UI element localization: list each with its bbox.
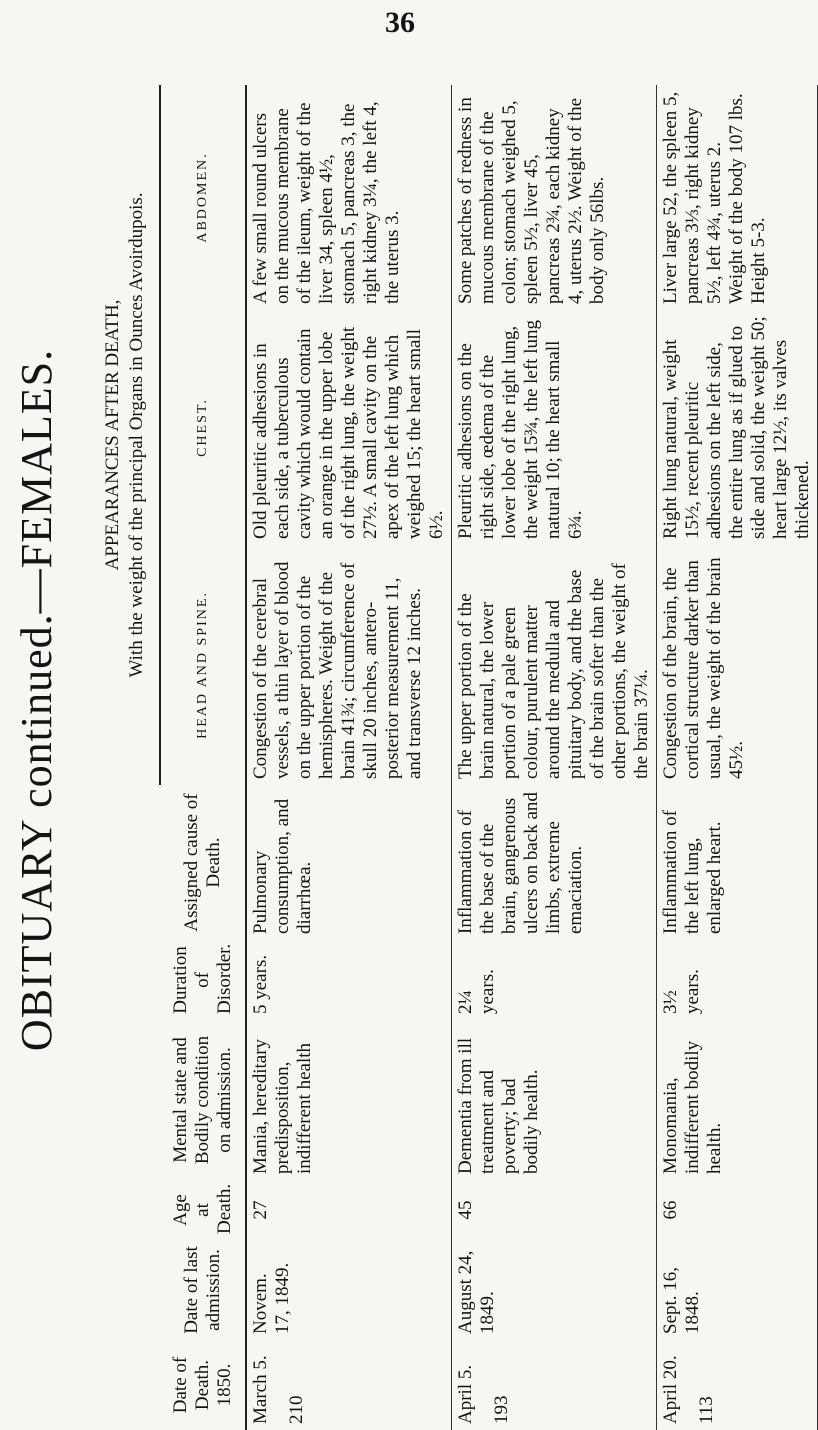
admission-cell: Sept. 16, 1848. — [657, 1240, 818, 1340]
column-header-abdomen: ABDOMEN. — [160, 85, 246, 310]
cause-cell: Inflammation of the base of the brain, gangrenous ulcers on back and limbs, extreme emaciation. — [452, 785, 657, 940]
date-of-death-cell — [452, 1340, 657, 1430]
table-row — [657, 85, 818, 1430]
column-header-age: Age at Death. — [160, 1180, 246, 1240]
case-number: 113 — [696, 1396, 717, 1424]
head-spine-cell: Congestion of the brain, the cortical structure darker than usual, the weight of the brain 45½. — [657, 545, 818, 785]
column-header-chest: CHEST. — [160, 310, 246, 545]
column-header-duration: Duration of Disorder. — [160, 940, 246, 1020]
mental-state-cell: Dementia from ill treatment and poverty; bad bodily health. — [452, 1020, 657, 1180]
chest-cell: Right lung natural, weight 15½, recent pleuritic adhesions on the left side, the entire lung as if glued to side and solid, the weight 50; heart large 12½, its valves thickened. — [657, 310, 818, 545]
column-header-mental-state: Mental state and Bodily condition on admission. — [160, 1020, 246, 1180]
age-cell: 66 — [657, 1180, 818, 1240]
date-of-death: April 5. — [455, 1364, 476, 1424]
column-header-row — [160, 85, 246, 1430]
date-of-death-cell — [657, 1340, 818, 1430]
mental-state-cell: Monomania, indifferent bodily health. — [657, 1020, 818, 1180]
chest-cell: Pleuritic adhesions on the right side, œdema of the lower lobe of the right lung, the weight 15¾, the left lung natural 10; the heart small 6¾. — [452, 310, 657, 545]
column-header-cause: Assigned cause of Death. — [160, 785, 246, 940]
table-row — [452, 85, 657, 1430]
admission-cell: August 24, 1849. — [452, 1240, 657, 1340]
obituary-table — [95, 85, 818, 1430]
duration-cell: 5 years. — [246, 940, 452, 1020]
head-spine-cell: Congestion of the cerebral vessels, a thin layer of blood on the upper portion of the hemispheres. Weight of the brain 41¾; circumference of skull 20 inches, antero-posterior measurement 11, and transverse 12 inches. — [246, 545, 452, 785]
super-header-row — [95, 85, 160, 1430]
head-spine-cell: The upper portion of the brain natural, the lower portion of a pale green colour, purulent matter around the medulla and pituitary body, and the base of the brain softer than the other portions, the weight of the brain 37¼. — [452, 545, 657, 785]
super-header-line1: APPEARANCES AFTER DEATH, — [102, 299, 123, 571]
duration-cell: 3½ years. — [657, 940, 818, 1020]
super-header-line2: With the weight of the principal Organs in Ounces Avoirdupois. — [126, 192, 147, 678]
obituary-table-rotated — [95, 85, 813, 1430]
appearances-super-header — [95, 85, 160, 785]
chest-cell: Old pleuritic adhesions in each side, a tuberculous cavity which would contain an orange in the upper lobe of the right lung, the weight 27½. A small cavity on the apex of the left lung which weighed 15; the heart small 6½. — [246, 310, 452, 545]
abdomen-cell: A few small round ulcers on the mucous membrane of the ileum, weight of the liver 34, spleen 4½, stomach 5, pancreas 3, the right kidney 3¼, the left 4, the uterus 3. — [246, 85, 452, 310]
age-cell: 27 — [246, 1180, 452, 1240]
abdomen-cell: Some patches of redness in mucous membrane of the colon; stomach weighed 5, spleen 5½, liver 45, pancreas 2¾, each kidney 4, uterus 2½. Weight of the body only 56lbs. — [452, 85, 657, 310]
duration-cell: 2¼ years. — [452, 940, 657, 1020]
case-number: 210 — [286, 1395, 307, 1424]
age-cell: 45 — [452, 1180, 657, 1240]
date-of-death: March 5. — [250, 1355, 271, 1424]
mental-state-cell: Mania, hereditary predisposition, indifferent health — [246, 1020, 452, 1180]
page-title: OBITUARY continued.—FEMALES. — [12, 348, 61, 1052]
column-header-date-of-death: Date of Death. 1850. — [160, 1340, 246, 1430]
case-number: 193 — [491, 1395, 512, 1424]
cause-cell: Pulmonary consumption, and diarrhœa. — [246, 785, 452, 940]
date-of-death: April 20. — [660, 1355, 681, 1424]
column-header-admission: Date of last admission. — [160, 1240, 246, 1340]
column-header-head-spine: HEAD AND SPINE. — [160, 545, 246, 785]
abdomen-cell: Liver large 52, the spleen 5, pancreas 3⅓, right kidney 5½, left 4¾, uterus 2. Weight of the body 107 lbs. Height 5-3. — [657, 85, 818, 310]
page-number: 36 — [385, 6, 415, 39]
date-of-death-cell — [246, 1340, 452, 1430]
admission-cell: Novem. 17, 1849. — [246, 1240, 452, 1340]
cause-cell: Inflammation of the left lung, enlarged heart. — [657, 785, 818, 940]
table-row — [246, 85, 452, 1430]
